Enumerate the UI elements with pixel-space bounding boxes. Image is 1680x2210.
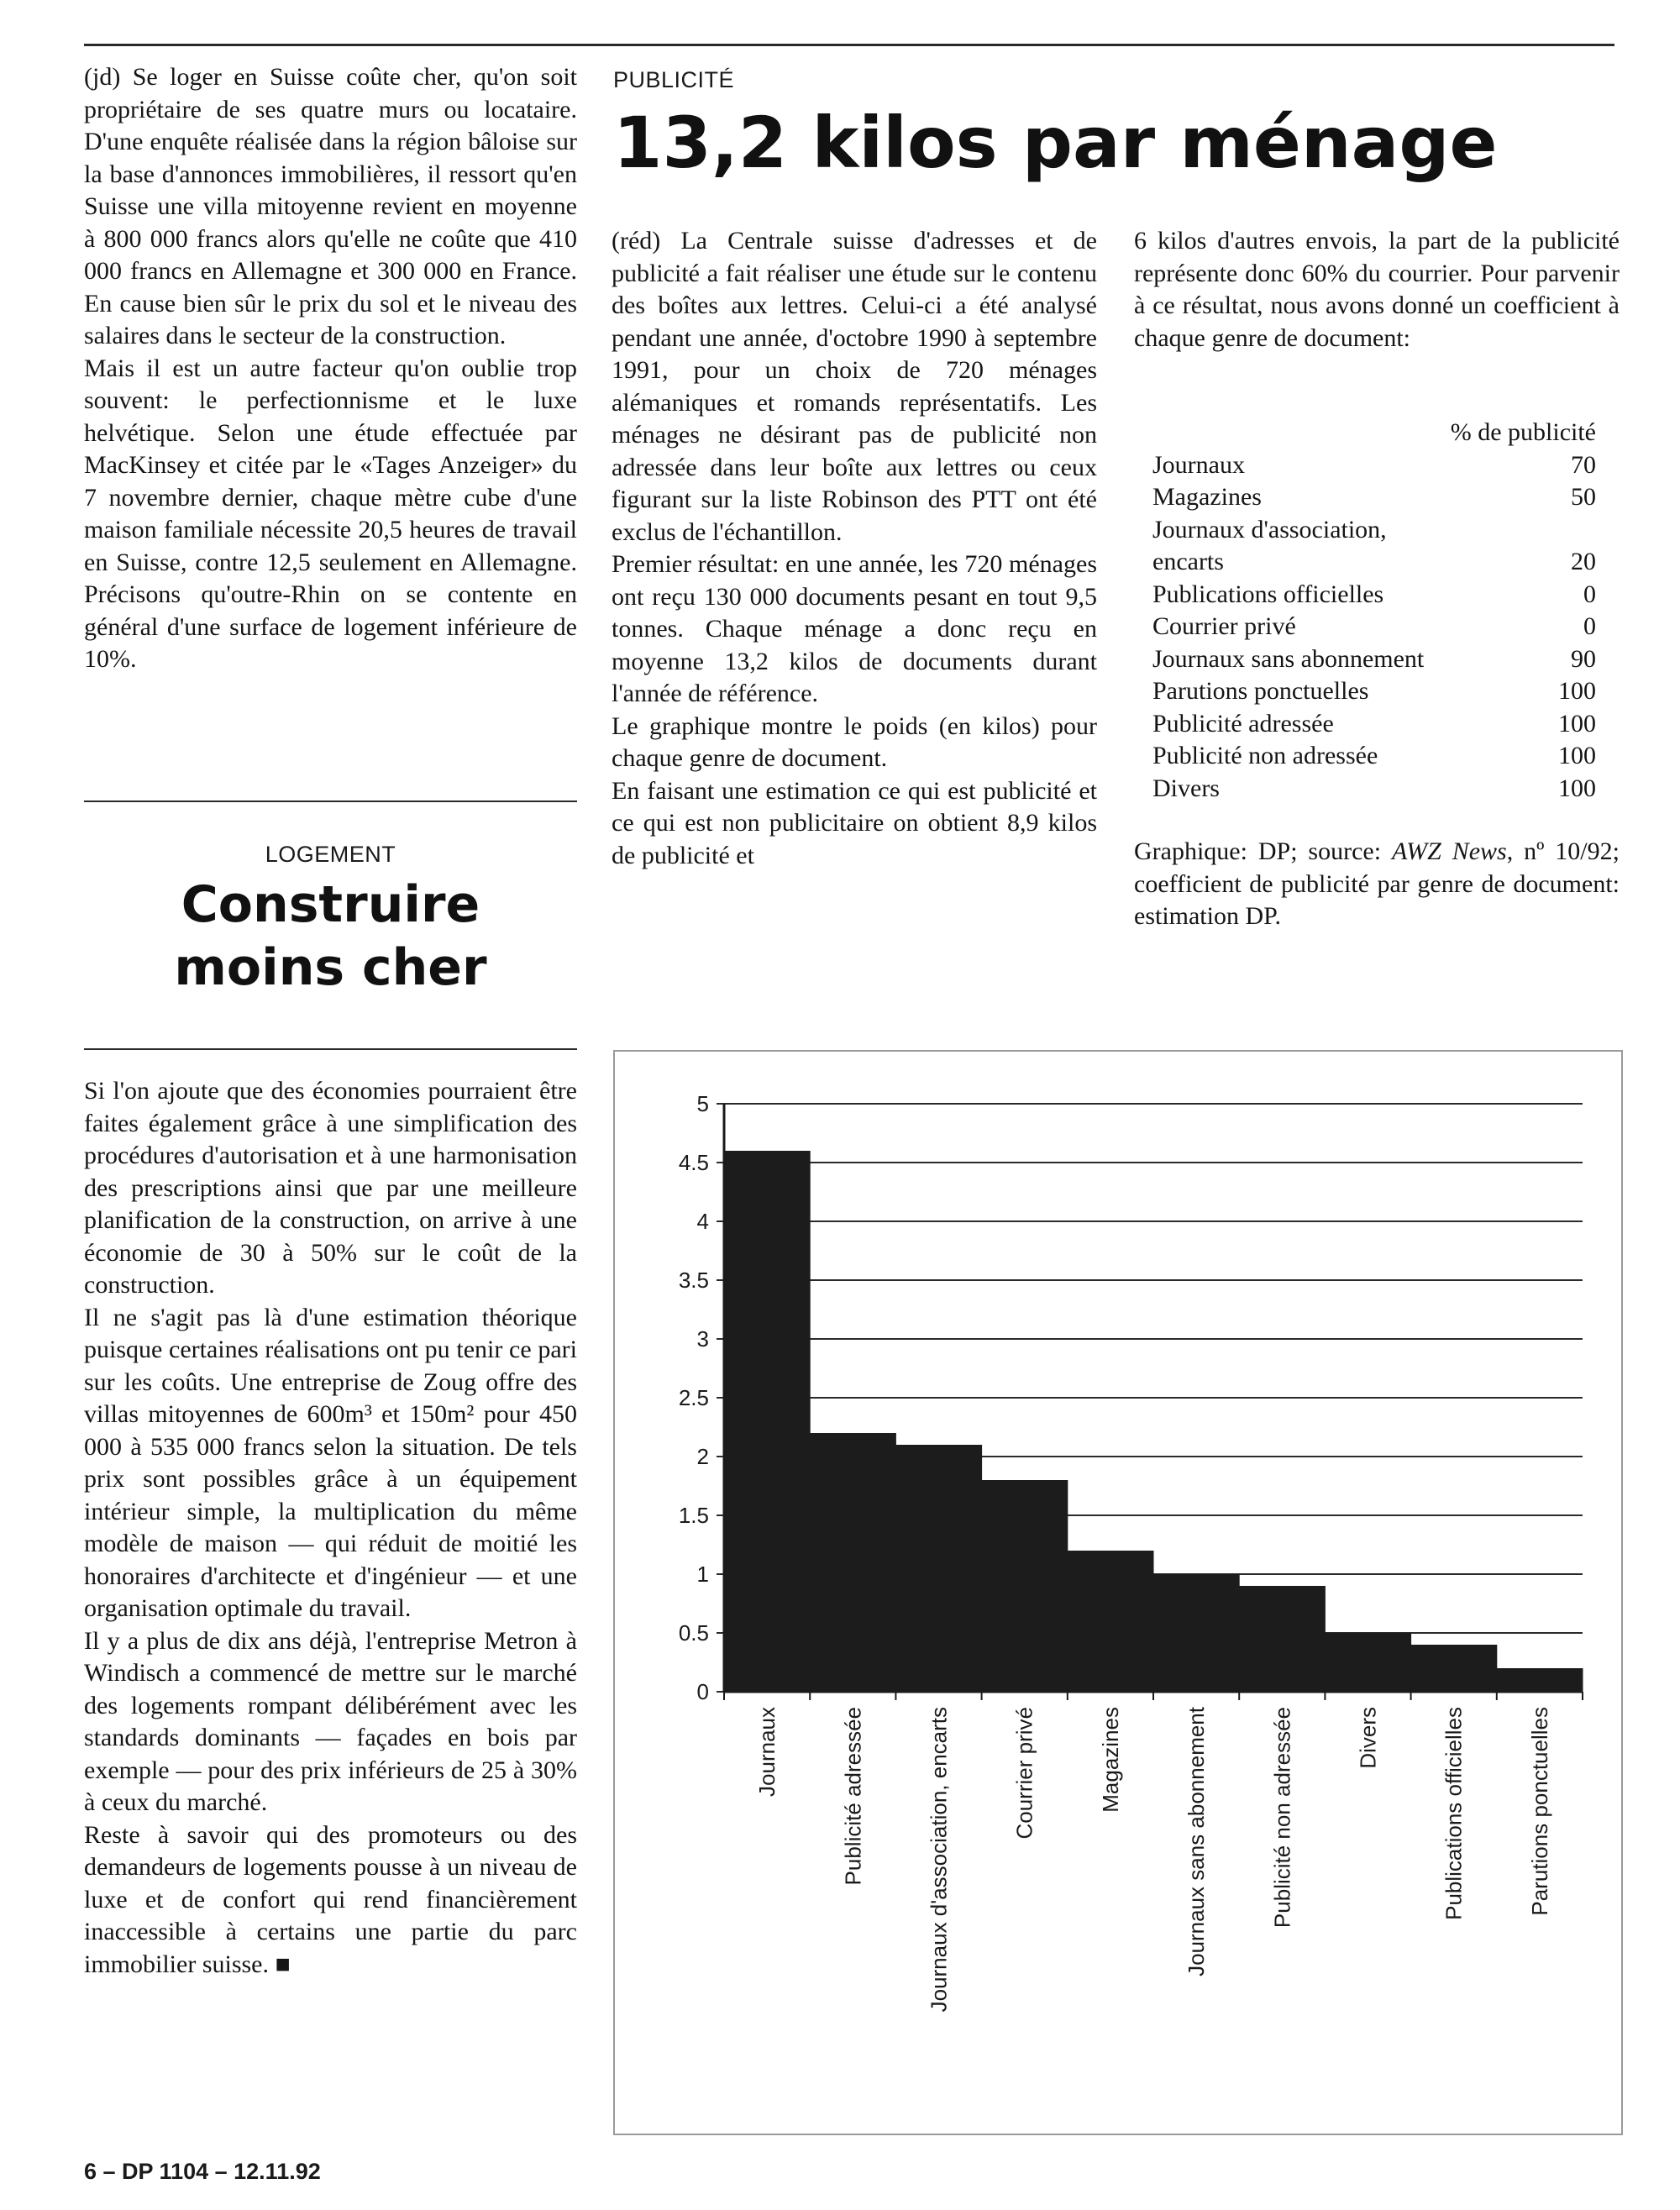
x-category-label: Publicité non adressée bbox=[1269, 1707, 1295, 1929]
table-cell-label: Parutions ponctuelles bbox=[1152, 677, 1369, 705]
paragraph: Premier résultat: en une année, les 720 ménages ont reçu 130 000 documents pesant en tout 9,5 tonnes. Chaque ménage a donc reçu en moyenne 13,2 kilos de documents durant l'année de référence. bbox=[612, 550, 1097, 707]
x-category-label: Journaux bbox=[754, 1707, 780, 1797]
paragraph: 6 kilos d'autres envois, la part de la publicité représente donc 60% du courrier. Pour parvenir à ce résultat, nous avons donné un coefficient à chaque genre de document: bbox=[1134, 227, 1620, 352]
chart-frame bbox=[613, 1050, 1623, 2135]
table-cell-value: 100 bbox=[1558, 709, 1596, 738]
paragraph: Reste à savoir qui des promoteurs ou des demandeurs de logements pousse à un niveau de luxe et de confort qui rend financièrement inaccessible à certains une partie du parc immobilier suisse. ■ bbox=[84, 1820, 577, 1978]
table-row bbox=[1152, 708, 1596, 741]
x-category-label: Divers bbox=[1355, 1707, 1381, 1769]
table-cell-label: Courrier privé bbox=[1152, 612, 1296, 640]
source-publication: AWZ News bbox=[1391, 837, 1507, 865]
paragraph: Mais il est un autre facteur qu'on oublie trop souvent: le perfectionnisme et le luxe helvétique. Selon une étude effectuée par MacKinsey et citée par le «Tages Anzeiger» du 7 novembre dernier, chaque mètre cube d'une maison familiale nécessite 20,5 heures de travail en Suisse, contre 12,5 seulement en Allemagne. Précisons qu'outre-Rhin on se contente en général d'une surface de logement inférieure de 10%. bbox=[84, 354, 577, 673]
top-rule bbox=[84, 44, 1614, 46]
paragraph: Il y a plus de dix ans déjà, l'entreprise Metron à Windisch a commencé de mettre sur le marché des logements rompant délibérément avec les standards dominants — façades en bois par exemple — pour des prix inférieurs de 25 à 30% à ceux du marché. bbox=[84, 1626, 577, 1816]
y-tick-label: 5 bbox=[696, 1091, 709, 1116]
section-kicker-publicite: PUBLICITÉ bbox=[613, 67, 735, 92]
table-row bbox=[1152, 579, 1596, 612]
bar bbox=[1068, 1551, 1154, 1692]
x-category-label: Publicité adressée bbox=[840, 1707, 866, 1886]
y-tick-label: 2 bbox=[696, 1444, 709, 1469]
table-row bbox=[1152, 773, 1596, 806]
bar bbox=[1497, 1668, 1583, 1692]
table-row bbox=[1152, 740, 1596, 773]
table-cell-label: Journaux sans abonnement bbox=[1152, 644, 1425, 673]
table-cell-label: Publicité adressée bbox=[1152, 709, 1334, 738]
y-tick-label: 0.5 bbox=[678, 1620, 709, 1646]
table-cell-label: encarts bbox=[1152, 548, 1224, 575]
bar bbox=[1239, 1586, 1326, 1692]
table-row bbox=[1152, 449, 1596, 482]
table-cell-label: Divers bbox=[1152, 774, 1220, 802]
x-category-label: Courrier privé bbox=[1011, 1707, 1037, 1840]
title-line: Construire bbox=[181, 875, 480, 934]
source-prefix: Graphique: DP; source: bbox=[1134, 837, 1392, 865]
x-category-label: Magazines bbox=[1097, 1707, 1123, 1813]
table-cell-label: Journaux bbox=[1152, 450, 1245, 479]
table-row bbox=[1152, 514, 1596, 547]
bar bbox=[1411, 1645, 1498, 1692]
paragraph: Il ne s'agit pas là d'une estimation théorique puisque certaines réalisations ont pu tenir ce pari sur les coûts. Une entreprise de Zoug offre des villas mitoyennes de 600m³ et 150m² pour 450 000 à 535 000 francs selon la situation. De tels prix sont possibles grâce à un équipement intérieur simple, la multiplication du même modèle de maison — qui réduit de moitié les honoraires d'architecte et d'ingénieur — et une organisation optimale du travail. bbox=[84, 1303, 577, 1622]
y-tick-label: 3.5 bbox=[678, 1268, 709, 1293]
table-cell-label: Magazines bbox=[1152, 483, 1262, 511]
table-cell-value: 70 bbox=[1571, 450, 1596, 479]
paragraph bbox=[1134, 836, 1620, 933]
y-tick-label: 1 bbox=[696, 1562, 709, 1587]
article-title-kilos: 13,2 kilos par ménage bbox=[613, 102, 1498, 184]
table-row bbox=[1152, 643, 1596, 676]
left-article-bottom bbox=[84, 1075, 577, 1981]
table-cell-value: 90 bbox=[1571, 644, 1596, 673]
table-cell-value: 100 bbox=[1558, 677, 1596, 705]
table-row bbox=[1152, 611, 1596, 643]
table-cell-value: 0 bbox=[1583, 580, 1596, 608]
table-body bbox=[1152, 449, 1596, 806]
table-row bbox=[1152, 481, 1596, 514]
table-cell-label: Publications officielles bbox=[1152, 580, 1384, 608]
table-cell-label: Journaux d'association, bbox=[1152, 515, 1387, 543]
bar bbox=[1153, 1574, 1240, 1692]
table-cell-label: Publicité non adressée bbox=[1152, 742, 1378, 769]
section-kicker-logement: LOGEMENT bbox=[265, 842, 396, 867]
table-row bbox=[1152, 675, 1596, 708]
publicity-coefficient-table bbox=[1152, 417, 1596, 805]
bar bbox=[982, 1480, 1068, 1692]
left-separator-rule bbox=[84, 1048, 577, 1050]
x-category-label: Journaux sans abonnement bbox=[1184, 1707, 1210, 1976]
table-row bbox=[1152, 546, 1596, 579]
left-article-top bbox=[84, 61, 577, 676]
bar bbox=[1325, 1633, 1411, 1692]
y-tick-label: 4.5 bbox=[678, 1150, 709, 1175]
bar-chart bbox=[615, 1052, 1621, 2134]
paragraph: (jd) Se loger en Suisse coûte cher, qu'on soit propriétaire de ses quatre murs ou locataire. D'une enquête réalisée dans la région bâloise sur la base d'annonces immobilières, il ressort qu'en Suisse une villa mitoyenne revient en moyenne à 800 000 francs alors qu'elle ne coûte que 410 000 francs en Allemagne et 300 000 en France. En cause bien sûr le prix du sol et le niveau des salaires dans le secteur de la construction. bbox=[84, 63, 577, 349]
y-tick-label: 3 bbox=[696, 1326, 709, 1352]
paragraph: En faisant une estimation ce qui est publicité et ce qui est non publicitaire on obtient 8,9 kilos de publicité et bbox=[612, 776, 1097, 869]
left-separator-rule bbox=[84, 801, 577, 802]
chart-source-note bbox=[1134, 836, 1620, 933]
x-category-label: Journaux d'association, encarts bbox=[926, 1707, 952, 2013]
right-article-col1 bbox=[612, 225, 1097, 872]
page-footer: 6 – DP 1104 – 12.11.92 bbox=[84, 2159, 321, 2184]
table-cell-value: 100 bbox=[1558, 742, 1596, 769]
x-category-label: Publications officielles bbox=[1441, 1707, 1467, 1920]
paragraph: Le graphique montre le poids (en kilos) pour chaque genre de document. bbox=[612, 711, 1097, 772]
y-tick-label: 2.5 bbox=[678, 1385, 709, 1410]
table-cell-value: 50 bbox=[1571, 483, 1596, 511]
table-cell-value: 20 bbox=[1571, 548, 1596, 575]
paragraph: (réd) La Centrale suisse d'adresses et de publicité a fait réaliser une étude sur le contenu des boîtes aux lettres. Celui-ci a été analysé pendant une année, d'octobre 1990 à septembre 1991, pour un choix de 720 ménages alémaniques et romands représentatifs. Les ménages ne désirant pas de publicité non adressée dans leur boîte aux lettres ou ceux figurant sur la liste Robinson des PTT ont été exclus de l'échantillon. bbox=[612, 227, 1097, 546]
right-article-col2 bbox=[1134, 225, 1620, 354]
article-title-construire bbox=[84, 874, 577, 1000]
table-cell-value: 100 bbox=[1558, 774, 1596, 802]
bar bbox=[895, 1445, 982, 1692]
x-category-label: Parutions ponctuelles bbox=[1526, 1707, 1552, 1916]
bar bbox=[810, 1433, 896, 1692]
table-cell-value: 0 bbox=[1583, 612, 1596, 640]
y-tick-label: 0 bbox=[696, 1679, 709, 1704]
bar bbox=[724, 1151, 811, 1692]
y-tick-label: 4 bbox=[696, 1209, 709, 1234]
table-header: % de publicité bbox=[1450, 418, 1596, 446]
title-line: moins cher bbox=[174, 938, 487, 997]
source-suffix: , nº 10/92; coefficient de publicité par genre de document: estimation DP. bbox=[1134, 837, 1620, 930]
paragraph: Si l'on ajoute que des économies pourraient être faites également grâce à une simplification des procédures d'autorisation et à une harmonisation des prescriptions ainsi que par une meilleure planification de la construction, on arrive à une économie de 30 à 50% sur le coût de la construction. bbox=[84, 1077, 577, 1299]
y-tick-label: 1.5 bbox=[678, 1503, 709, 1528]
